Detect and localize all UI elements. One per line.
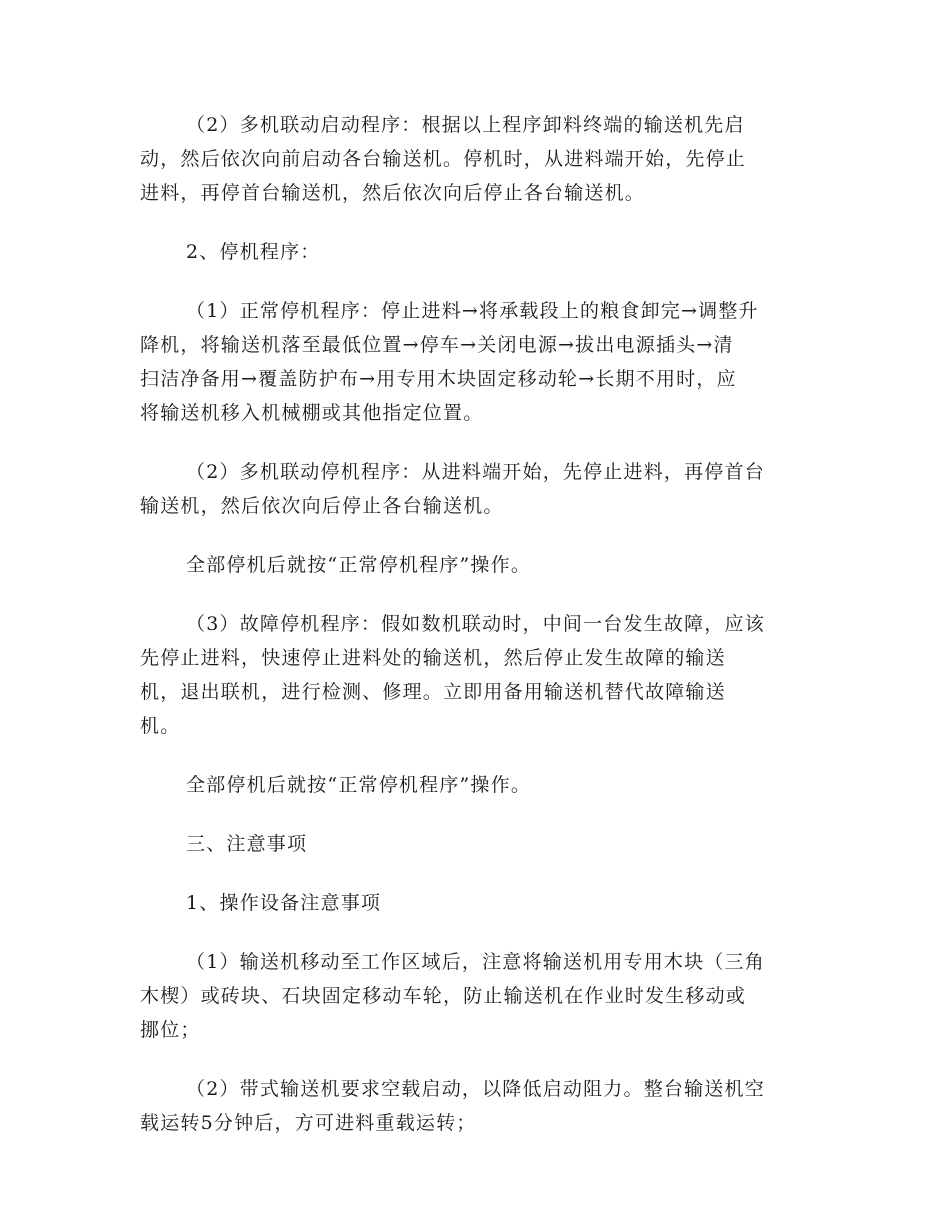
section-heading-shutdown-procedure bbox=[140, 235, 820, 269]
paragraph-no-load-start bbox=[140, 1072, 820, 1140]
paragraph-multi-machine-shutdown bbox=[140, 455, 820, 523]
text-line: （2）多机联动停机程序：从进料端开始，先停止进料，再停首台 bbox=[186, 461, 765, 483]
text-line: 机，退出联机，进行检测、修理。立即用备用输送机替代故障输送 bbox=[140, 681, 726, 703]
text-line: 将输送机移入机械棚或其他指定位置。 bbox=[140, 402, 484, 424]
text-line: 机。 bbox=[140, 715, 181, 737]
text-line: 进料，再停首台输送机，然后依次向后停止各台输送机。 bbox=[140, 182, 646, 204]
text-line: 三、注意事项 bbox=[186, 833, 308, 855]
text-line: 全部停机后就按“正常停机程序”操作。 bbox=[186, 774, 532, 796]
paragraph-follow-normal-2 bbox=[140, 768, 820, 802]
text-line: 载运转5分钟后，方可进料重载运转； bbox=[140, 1112, 477, 1134]
text-line: 1、操作设备注意事项 bbox=[186, 892, 382, 914]
text-line: 2、停机程序： bbox=[186, 241, 321, 263]
paragraph-fault-shutdown bbox=[140, 607, 820, 743]
text-line: （1）正常停机程序：停止进料→将承载段上的粮食卸完→调整升 bbox=[186, 300, 759, 322]
text-line: 挪位； bbox=[140, 1019, 201, 1041]
paragraph-follow-normal-1 bbox=[140, 548, 820, 582]
text-line: （1）输送机移动至工作区域后，注意将输送机用专用木块（三角 bbox=[186, 951, 765, 973]
text-line: （3）故障停机程序：假如数机联动时，中间一台发生故障，应该 bbox=[186, 613, 765, 635]
text-line: （2）带式输送机要求空载启动，以降低启动阻力。整台输送机空 bbox=[186, 1078, 765, 1100]
text-line: 全部停机后就按“正常停机程序”操作。 bbox=[186, 554, 532, 576]
text-line: 动，然后依次向前启动各台输送机。停机时，从进料端开始，先停止 bbox=[140, 148, 747, 170]
text-line: 输送机，然后依次向后停止各台输送机。 bbox=[140, 495, 504, 517]
paragraph-fix-wheels bbox=[140, 945, 820, 1047]
text-line: 扫洁净备用→覆盖防护布→用专用木块固定移动轮→长期不用时，应 bbox=[140, 368, 737, 390]
text-line: 先停止进料，快速停止进料处的输送机，然后停止发生故障的输送 bbox=[140, 647, 726, 669]
text-line: 降机，将输送机落至最低位置→停车→关闭电源→拔出电源插头→清 bbox=[140, 334, 734, 356]
text-line: （2）多机联动启动程序：根据以上程序卸料终端的输送机先启 bbox=[186, 114, 745, 136]
paragraph-multi-machine-start bbox=[140, 108, 820, 210]
text-line: 木楔）或砖块、石块固定移动车轮，防止输送机在作业时发生移动或 bbox=[140, 985, 747, 1007]
subsection-heading-equipment-operation bbox=[140, 886, 820, 920]
section-heading-precautions bbox=[140, 827, 820, 861]
paragraph-normal-shutdown bbox=[140, 294, 820, 430]
